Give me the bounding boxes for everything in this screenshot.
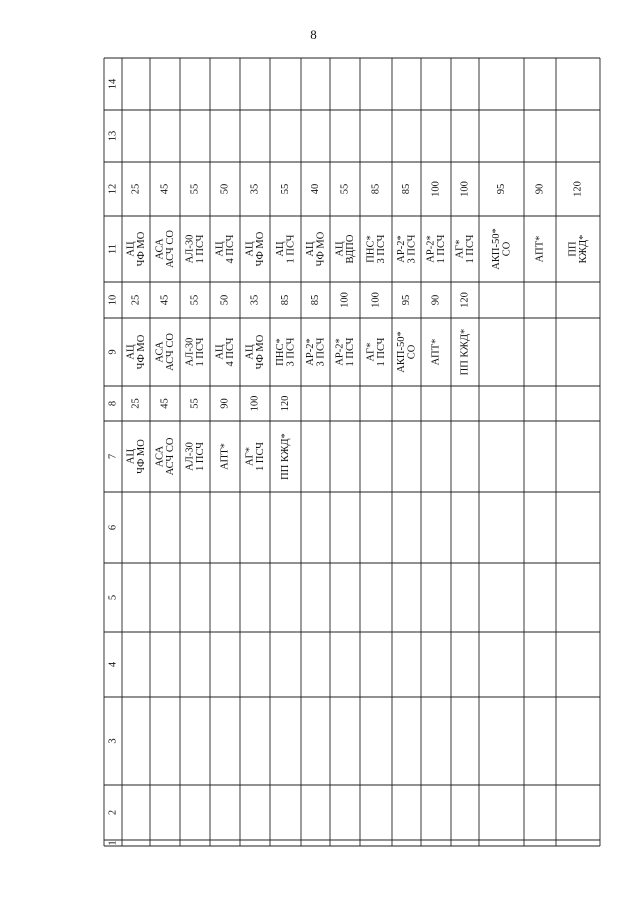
column-header: 4 [107, 661, 119, 668]
unit-cell: АСА [154, 445, 166, 468]
column-header: 6 [107, 524, 119, 531]
unit-cell: 1 ПСЧ [194, 234, 206, 264]
unit-cell: АЛ-30 [184, 234, 196, 264]
unit-cell: АЦ [304, 241, 316, 257]
unit-cell: ЧФ МО [254, 231, 266, 267]
time-cell: 40 [310, 183, 321, 195]
unit-cell: АЦ [244, 344, 256, 360]
unit-cell: АГ* [244, 447, 256, 466]
unit-cell: 1 ПСЧ [254, 441, 266, 472]
unit-cell: ПП КЖД* [280, 433, 291, 480]
time-cell: 100 [459, 181, 471, 197]
unit-cell: АЦ [244, 241, 256, 257]
unit-cell: 3 ПСЧ [285, 337, 297, 367]
time-cell: 100 [249, 395, 261, 412]
time-cell: 100 [339, 292, 351, 308]
unit-cell: ВДПО [344, 234, 356, 264]
unit-cell: 3 ПСЧ [406, 234, 418, 264]
unit-cell: АПТ* [534, 235, 546, 263]
time-cell: 120 [280, 395, 291, 412]
unit-cell: ЧФ МО [135, 439, 147, 474]
column-header: 2 [107, 809, 119, 816]
unit-cell: ЧФ МО [315, 231, 327, 267]
time-cell: 25 [130, 398, 142, 409]
time-cell: 90 [219, 398, 231, 409]
column-header: 5 [107, 594, 119, 601]
unit-cell: АСЧ СО [164, 230, 176, 268]
unit-cell: АГ* [454, 239, 466, 259]
unit-cell: АЦ [125, 344, 137, 360]
unit-cell: ПНС* [365, 235, 377, 263]
column-header: 10 [107, 294, 119, 306]
unit-cell: 1 ПСЧ [194, 441, 206, 472]
time-cell: 85 [310, 294, 321, 306]
time-cell: 95 [401, 294, 412, 306]
time-cell: 50 [219, 183, 231, 195]
unit-cell: АПТ* [430, 338, 442, 366]
column-header: 13 [107, 130, 119, 142]
time-cell: 45 [159, 398, 171, 409]
time-cell: 25 [130, 294, 142, 306]
unit-cell: 1 ПСЧ [194, 337, 206, 367]
unit-cell: АР-2* [334, 338, 346, 366]
time-cell: 55 [280, 183, 291, 195]
unit-cell: 1 ПСЧ [375, 337, 387, 367]
unit-cell: АЦ [214, 344, 226, 360]
unit-cell: 1 ПСЧ [435, 234, 447, 264]
unit-cell: 1 ПСЧ [344, 337, 356, 367]
page-number: 8 [310, 27, 317, 42]
time-cell: 55 [189, 294, 201, 306]
unit-cell: 3 ПСЧ [375, 234, 387, 264]
column-header: 7 [107, 453, 119, 460]
unit-cell: СО [406, 344, 418, 360]
time-cell: 45 [159, 294, 171, 306]
unit-cell: АР-2* [425, 235, 437, 263]
unit-cell: АР-2* [304, 338, 316, 366]
time-cell: 85 [401, 183, 412, 195]
unit-cell: АЦ [125, 241, 137, 257]
time-cell: 95 [496, 183, 507, 195]
unit-cell: ПНС* [274, 338, 286, 366]
column-header: 12 [107, 183, 119, 195]
time-cell: 100 [430, 181, 442, 197]
time-cell: 90 [430, 294, 442, 306]
unit-cell: АЦ [334, 241, 346, 257]
unit-cell: АСЧ СО [164, 333, 176, 371]
time-cell: 100 [370, 292, 382, 308]
column-header: 8 [107, 400, 119, 407]
time-cell: 50 [219, 294, 231, 306]
time-cell: 55 [189, 398, 201, 409]
time-cell: 45 [159, 183, 171, 195]
unit-cell: АЦ [125, 448, 137, 465]
unit-cell: КЖД* [577, 234, 589, 264]
column-header: 3 [107, 738, 119, 744]
unit-cell: АПТ* [219, 443, 231, 470]
column-header: 1 [107, 840, 119, 846]
unit-cell: АГ* [365, 342, 377, 362]
time-cell: 120 [572, 181, 584, 197]
column-header: 14 [107, 78, 119, 90]
unit-cell: АЛ-30 [184, 442, 196, 471]
unit-cell: ПП КЖД* [459, 328, 471, 376]
time-cell: 85 [280, 294, 291, 306]
unit-cell: АСА [154, 341, 166, 363]
time-cell: 85 [370, 183, 382, 195]
time-cell: 90 [534, 183, 546, 195]
unit-cell: 1 ПСЧ [464, 234, 476, 264]
unit-cell: АР-2* [395, 235, 407, 263]
unit-cell: 4 ПСЧ [224, 337, 236, 367]
unit-cell: АЦ [214, 241, 226, 257]
time-cell: 55 [189, 183, 201, 195]
unit-cell: АЦ [274, 241, 286, 257]
unit-cell: ПП [567, 241, 579, 257]
unit-cell: 1 ПСЧ [285, 234, 297, 264]
unit-cell: 3 ПСЧ [315, 337, 327, 367]
unit-cell: ЧФ МО [135, 231, 147, 267]
time-cell: 55 [339, 183, 351, 195]
column-header: 9 [107, 349, 119, 355]
column-header: 11 [107, 243, 119, 255]
unit-cell: ЧФ МО [135, 334, 147, 370]
unit-cell: АКП-50* [395, 331, 407, 373]
unit-cell: АСА [154, 238, 166, 260]
time-cell: 25 [130, 183, 142, 195]
unit-cell: ЧФ МО [254, 334, 266, 370]
unit-cell: АСЧ СО [164, 437, 176, 476]
unit-cell: АЛ-30 [184, 337, 196, 367]
unit-cell: 4 ПСЧ [224, 234, 236, 264]
time-cell: 35 [249, 294, 261, 306]
time-cell: 120 [459, 292, 471, 308]
unit-cell: АКП-50* [490, 228, 502, 270]
time-cell: 35 [249, 183, 261, 195]
unit-cell: СО [501, 241, 513, 257]
